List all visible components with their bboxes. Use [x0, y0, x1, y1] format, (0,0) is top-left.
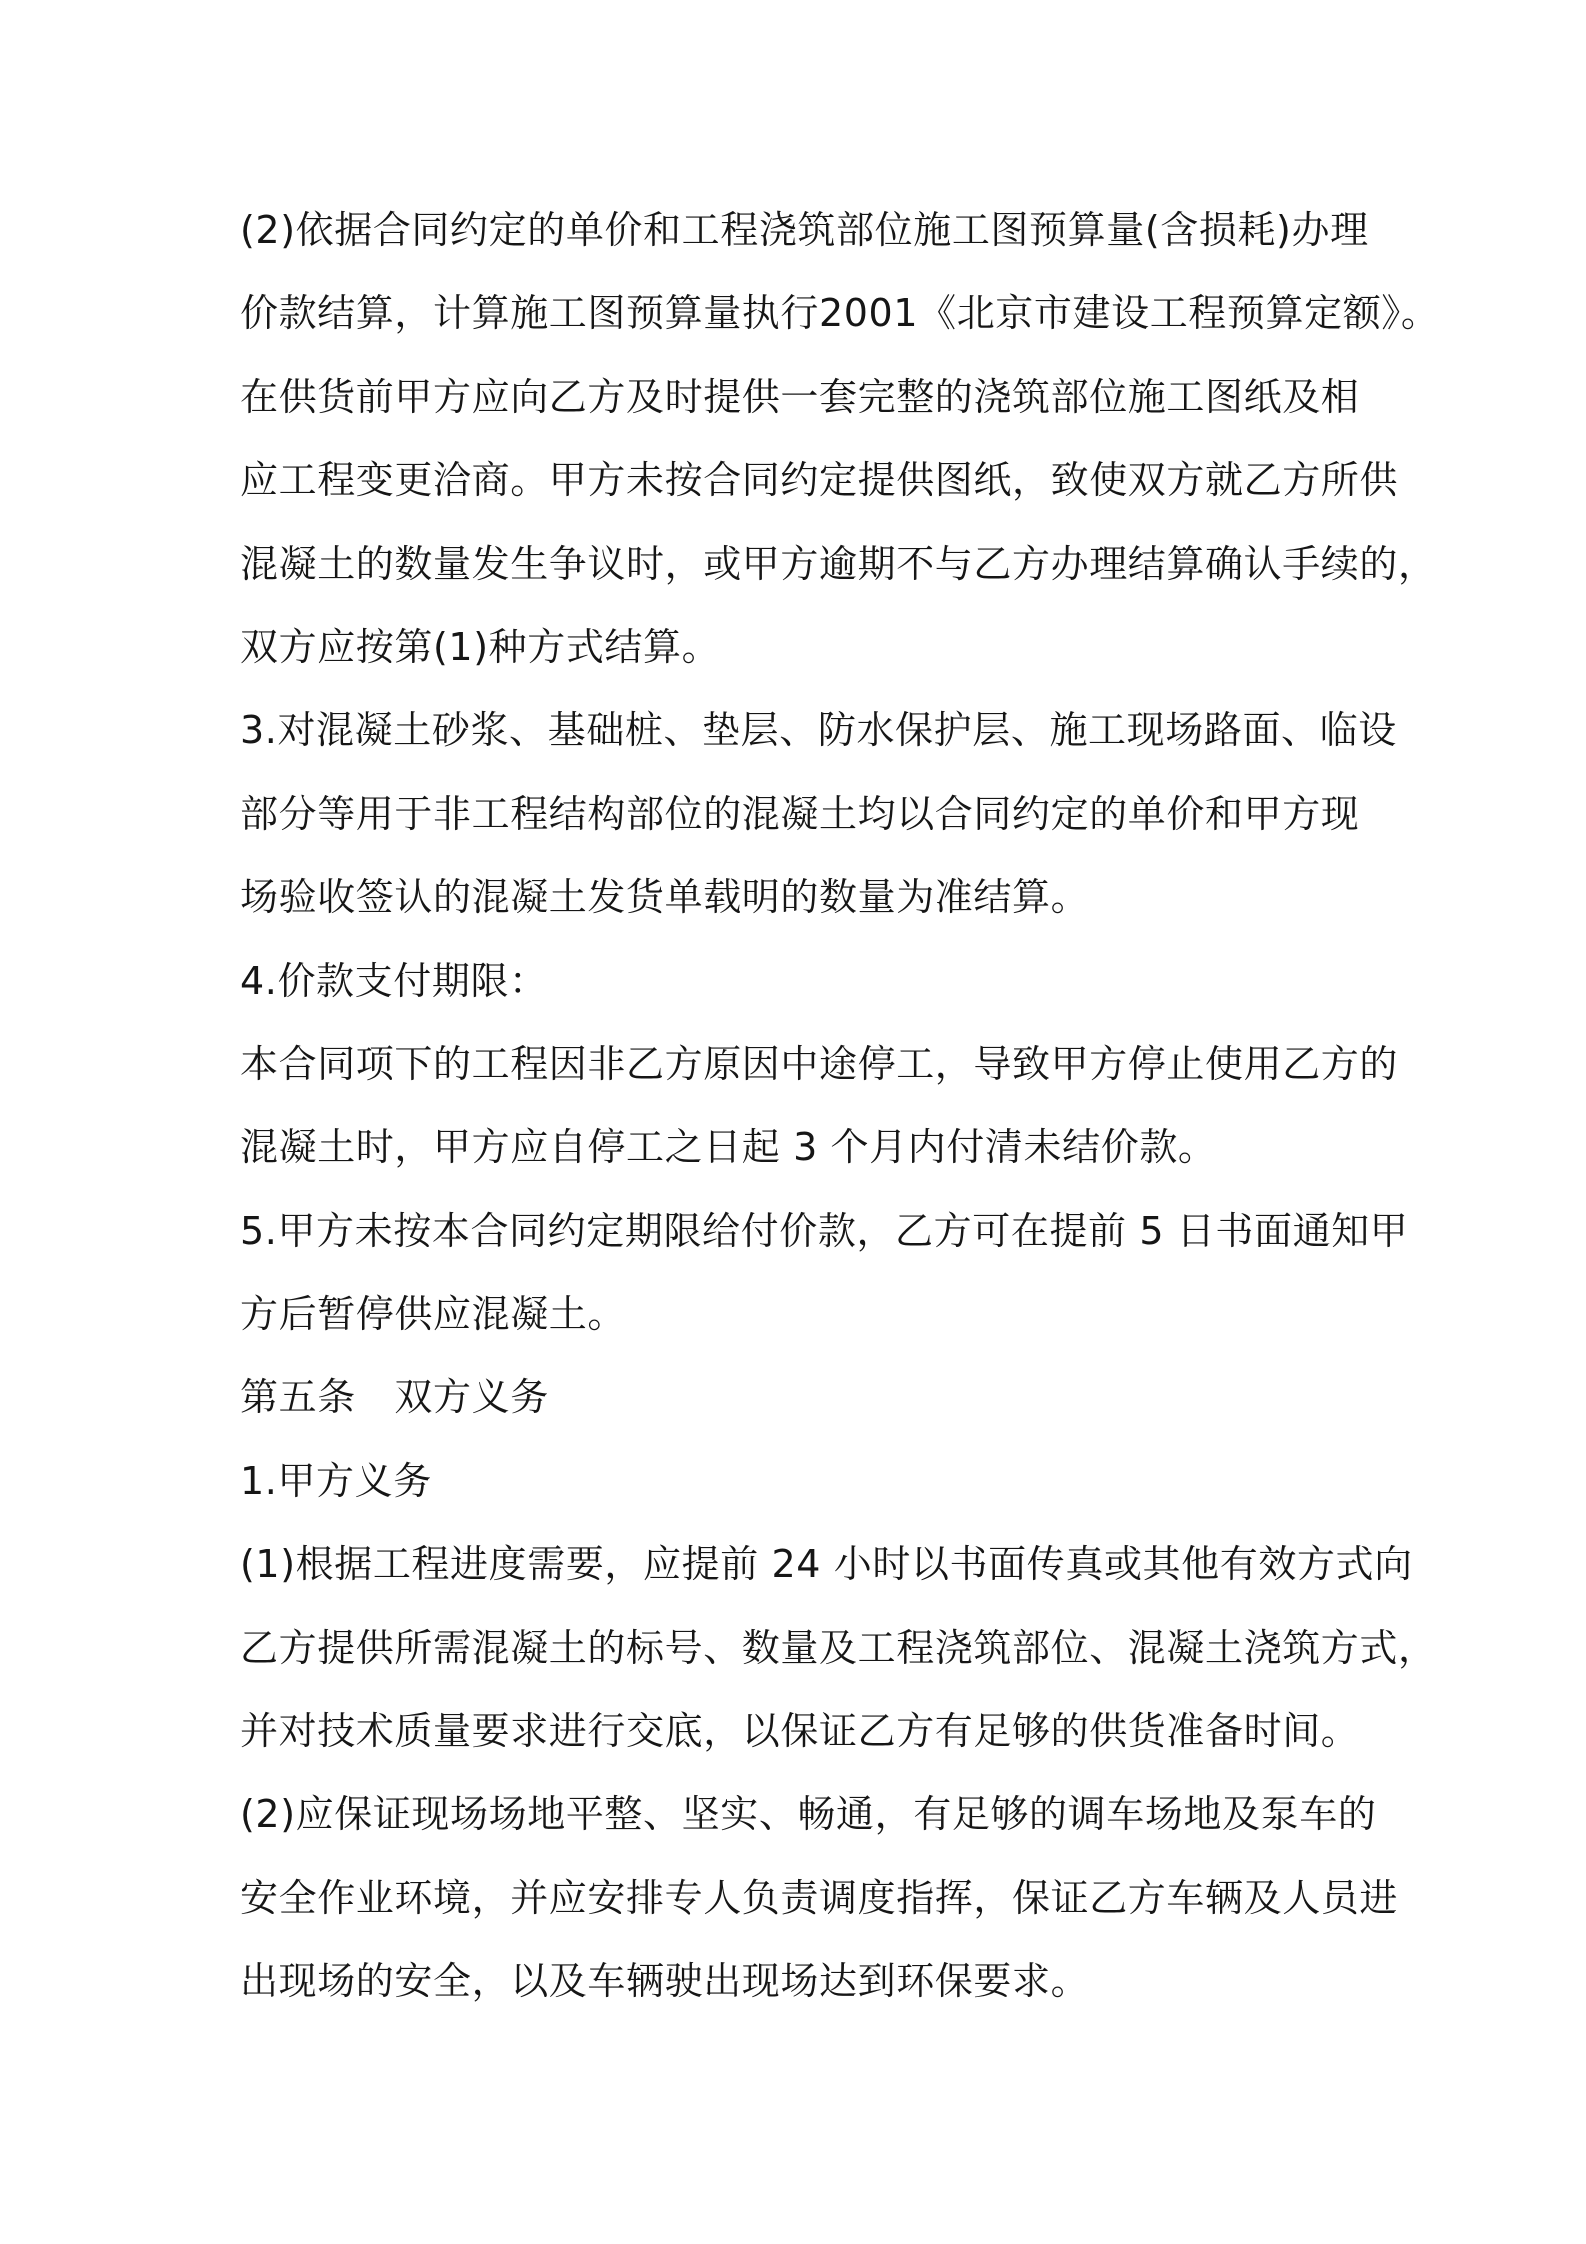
text-line: 安全作业环境，并应安排专人负责调度指挥，保证乙方车辆及人员进	[240, 1875, 1399, 1920]
text-line: 场验收签认的混凝土发货单载明的数量为准结算。	[240, 875, 1090, 920]
text-line: 3.对混凝土砂浆、基础桩、垫层、防水保护层、施工现场路面、临设	[240, 708, 1397, 753]
text-line: 应工程变更洽商。甲方未按合同约定提供图纸，致使双方就乙方所供	[240, 458, 1399, 503]
text-line: (2)应保证现场场地平整、坚实、畅通，有足够的调车场地及泵车的	[240, 1792, 1377, 1837]
text-line: 乙方提供所需混凝土的标号、数量及工程浇筑部位、混凝土浇筑方式，	[240, 1625, 1437, 1670]
text-line: 出现场的安全，以及车辆驶出现场达到环保要求。	[240, 1959, 1090, 2004]
text-line: (1)根据工程进度需要，应提前 24 小时以书面传真或其他有效方式向	[240, 1542, 1413, 1587]
section-heading: 第五条 双方义务	[240, 1375, 549, 1420]
text-line: 1.甲方义务	[240, 1458, 432, 1503]
text-line: 4.价款支付期限：	[240, 958, 548, 1003]
text-line: 双方应按第(1)种方式结算。	[240, 624, 721, 669]
text-line: 混凝土的数量发生争议时，或甲方逾期不与乙方办理结算确认手续的，	[240, 541, 1437, 586]
text-line: 并对技术质量要求进行交底，以保证乙方有足够的供货准备时间。	[240, 1709, 1360, 1754]
text-line: 混凝土时，甲方应自停工之日起 3 个月内付清未结价款。	[240, 1125, 1217, 1170]
text-line: 在供货前甲方应向乙方及时提供一套完整的浇筑部位施工图纸及相	[240, 374, 1360, 419]
text-line: 部分等用于非工程结构部位的混凝土均以合同约定的单价和甲方现	[240, 791, 1360, 836]
document-body	[240, 202, 1440, 2037]
text-line: 价款结算，计算施工图预算量执行2001《北京市建设工程预算定额》。	[240, 291, 1440, 336]
text-line: (2)依据合同约定的单价和工程浇筑部位施工图预算量(含损耗)办理	[240, 208, 1369, 252]
text-line: 5.甲方未按本合同约定期限给付价款，乙方可在提前 5 日书面通知甲	[240, 1208, 1409, 1253]
text-line: 本合同项下的工程因非乙方原因中途停工，导致甲方停止使用乙方的	[240, 1041, 1399, 1086]
text-line: 方后暂停供应混凝土。	[240, 1292, 627, 1337]
